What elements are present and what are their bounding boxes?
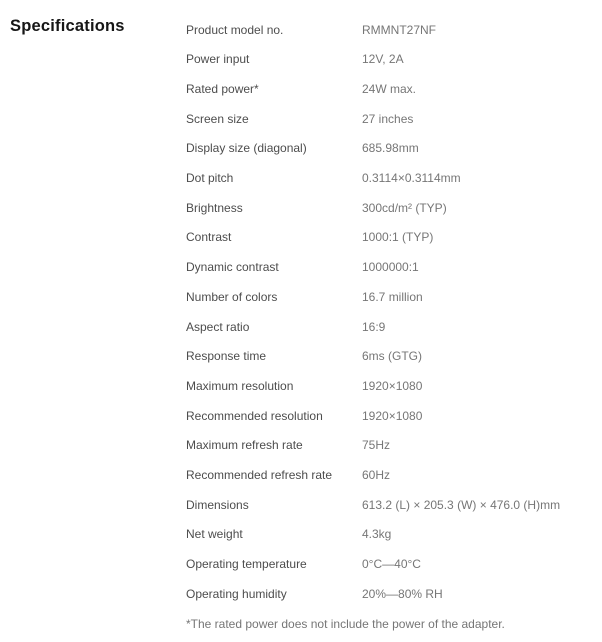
spec-row (186, 579, 598, 609)
spec-label: Operating humidity (186, 586, 287, 601)
spec-row (186, 193, 598, 223)
spec-row (186, 104, 598, 134)
spec-label: Rated power* (186, 82, 259, 97)
spec-row (186, 312, 598, 342)
spec-row (186, 45, 598, 75)
spec-label: Net weight (186, 527, 243, 542)
spec-label: Contrast (186, 230, 232, 245)
spec-row (186, 460, 598, 490)
spec-value: 0°C—40°C (362, 557, 421, 572)
spec-label: Recommended refresh rate (186, 467, 333, 482)
spec-value: RMMNT27NF (362, 22, 436, 37)
spec-label: Dimensions (186, 497, 249, 512)
spec-row (186, 431, 598, 461)
spec-row (186, 549, 598, 579)
spec-value: 1000:1 (TYP) (362, 230, 434, 245)
spec-row (186, 15, 598, 45)
spec-label: Response time (186, 349, 267, 364)
spec-label: Screen size (186, 111, 249, 126)
spec-label: Display size (diagonal) (186, 141, 307, 156)
spec-label: Power input (186, 52, 250, 67)
spec-label: Dot pitch (186, 171, 234, 186)
spec-label: Maximum refresh rate (186, 438, 303, 453)
page-title: Specifications (10, 17, 125, 35)
spec-row (186, 223, 598, 253)
spec-row (186, 282, 598, 312)
spec-label: Operating temperature (186, 557, 307, 572)
footnote: *The rated power does not include the power of the adapter. (186, 616, 505, 631)
spec-row (186, 253, 598, 283)
spec-label: Number of colors (186, 289, 278, 304)
spec-value: 24W max. (362, 82, 417, 97)
spec-row (186, 520, 598, 550)
spec-value: 60Hz (362, 467, 391, 482)
spec-table-rows (186, 15, 598, 609)
spec-label: Aspect ratio (186, 319, 250, 334)
spec-value: 685.98mm (362, 141, 419, 156)
spec-value: 27 inches (362, 111, 414, 126)
spec-label: Dynamic contrast (186, 260, 279, 275)
spec-value: 613.2 (L) × 205.3 (W) × 476.0 (H)mm (362, 497, 561, 512)
spec-row (186, 490, 598, 520)
spec-value: 6ms (GTG) (362, 349, 422, 364)
spec-value: 12V, 2A (362, 52, 404, 67)
spec-value: 16:9 (362, 319, 386, 334)
spec-table (186, 15, 598, 638)
spec-row (186, 74, 598, 104)
spec-row (186, 163, 598, 193)
spec-value: 1000000:1 (362, 260, 419, 275)
spec-value: 0.3114×0.3114mm (362, 171, 461, 186)
spec-value: 20%—80% RH (362, 586, 443, 601)
spec-row (186, 134, 598, 164)
spec-row (186, 342, 598, 372)
spec-row (186, 401, 598, 431)
spec-value: 1920×1080 (362, 378, 423, 393)
spec-value: 1920×1080 (362, 408, 423, 423)
spec-value: 16.7 million (362, 289, 423, 304)
spec-label: Maximum resolution (186, 378, 294, 393)
spec-label: Product model no. (186, 22, 284, 37)
spec-label: Recommended resolution (186, 408, 323, 423)
spec-label: Brightness (186, 200, 243, 215)
spec-row (186, 371, 598, 401)
spec-value: 75Hz (362, 438, 391, 453)
spec-value: 300cd/m² (TYP) (362, 200, 447, 215)
spec-value: 4.3kg (362, 527, 392, 542)
